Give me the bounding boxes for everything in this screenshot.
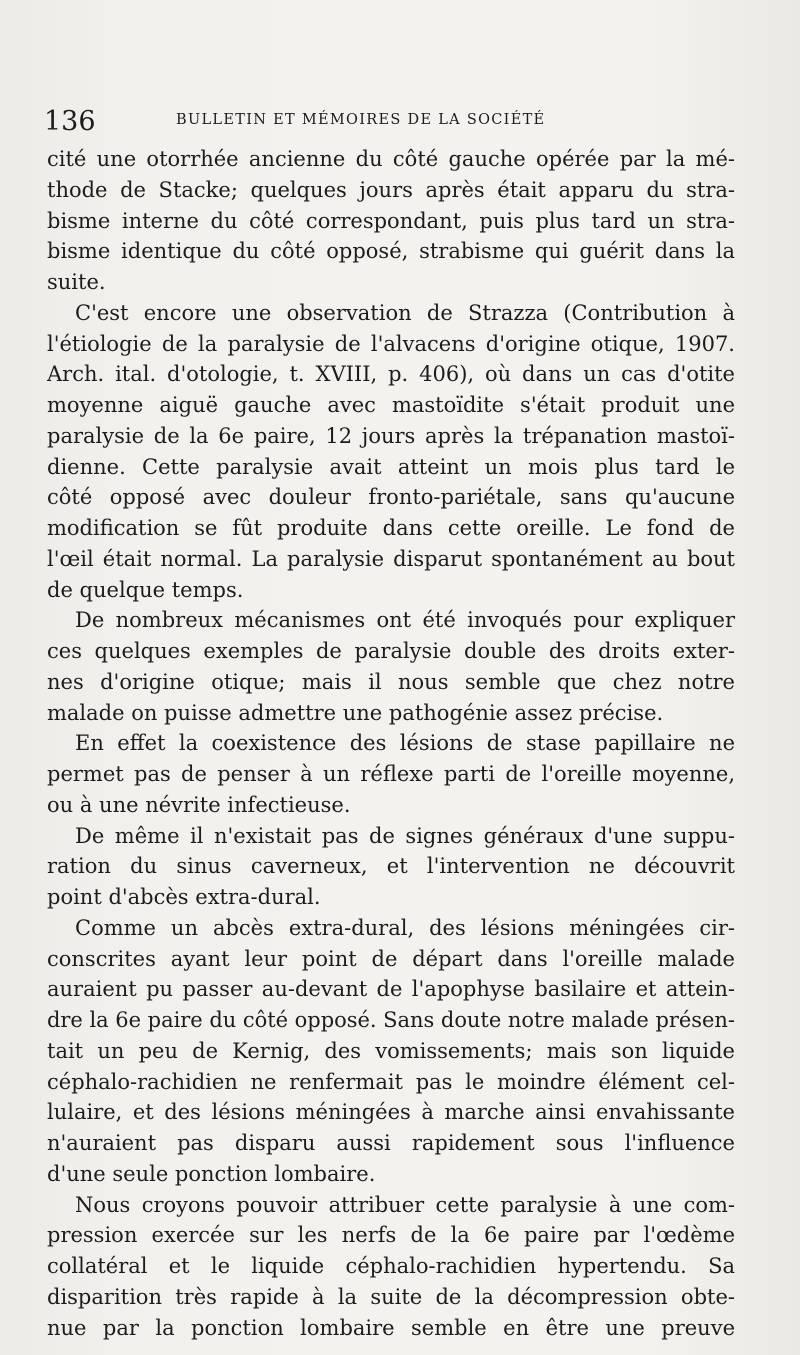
- text-line: n'auraient pas disparu aussi rapidement sous l'influence: [47, 1131, 735, 1155]
- text-line: collatéral et le liquide céphalo-rachidien hypertendu. Sa: [47, 1254, 735, 1278]
- text-line: l'étiologie de la paralysie de l'alvacens d'origine otique, 1907.: [47, 331, 735, 356]
- text-line: d'une seule ponction lombaire.: [47, 1161, 376, 1186]
- text-line: bisme identique du côté opposé, strabisme qui guérit dans la: [47, 239, 735, 264]
- text-line: auraient pu passer au-devant de l'apophyse basilaire et attein-: [47, 977, 735, 1002]
- running-head-title: BULLETIN ET MÉMOIRES DE LA SOCIÉTÉ: [176, 112, 546, 128]
- text-line: disparition très rapide à la suite de la décompression obte-: [47, 1284, 735, 1309]
- text-line: lulaire, et des lésions méningées à marche ainsi envahissante: [47, 1100, 735, 1125]
- text-line: malade on puisse admettre une pathogénie assez précise.: [47, 700, 664, 725]
- text-line: C'est encore une observation de Strazza (Contribution à: [75, 300, 735, 325]
- text-line: En effet la coexistence des lésions de stase papillaire ne: [75, 731, 735, 756]
- text-line: cité une otorrhée ancienne du côté gauche opérée par la mé-: [47, 147, 735, 171]
- text-line: modification se fût produite dans cette oreille. Le fond de: [47, 516, 735, 540]
- page-number: 136: [44, 106, 96, 137]
- text-line: bisme interne du côté correspondant, puis plus tard un stra-: [47, 208, 735, 233]
- text-line: permet pas de penser à un réflexe parti de l'oreille moyenne,: [47, 762, 735, 786]
- text-line: dre la 6e paire du côté opposé. Sans doute notre malade présen-: [47, 1008, 735, 1032]
- text-line: côté opposé avec douleur fronto-pariétale, sans qu'aucune: [47, 485, 735, 510]
- body-text: [47, 144, 735, 1343]
- text-line: nue par la ponction lombaire semble en être une preuve: [47, 1315, 735, 1340]
- text-line: de quelque temps.: [47, 577, 244, 602]
- text-line: ou à une névrite infectieuse.: [47, 792, 351, 817]
- text-line: paralysie de la 6e paire, 12 jours après la trépanation mastoï-: [47, 423, 735, 448]
- text-line: moyenne aiguë gauche avec mastoïdite s'était produit une: [47, 393, 735, 417]
- text-line: suite.: [47, 270, 106, 294]
- text-line: point d'abcès extra-dural.: [47, 885, 321, 909]
- text-line: tait un peu de Kernig, des vomissements; mais son liquide: [47, 1038, 735, 1063]
- text-line: Comme un abcès extra-dural, des lésions méningées cir-: [75, 915, 735, 940]
- text-line: Nous croyons pouvoir attribuer cette paralysie à une com-: [75, 1192, 735, 1217]
- text-line: dienne. Cette paralysie avait atteint un mois plus tard le: [47, 454, 735, 479]
- text-line: Arch. ital. d'otologie, t. XVIII, p. 406), où dans un cas d'otite: [47, 362, 735, 387]
- text-line: l'œil était normal. La paralysie disparut spontanément au bout: [47, 546, 735, 571]
- text-line: ration du sinus caverneux, et l'intervention ne découvrit: [47, 854, 735, 879]
- text-line: conscrites ayant leur point de départ dans l'oreille malade: [47, 946, 735, 971]
- text-line: De même il n'existait pas de signes généraux d'une suppu-: [75, 823, 735, 848]
- running-head: [40, 102, 740, 142]
- text-line: thode de Stacke; quelques jours après était apparu du stra-: [47, 177, 735, 202]
- text-line: De nombreux mécanismes ont été invoqués pour expliquer: [75, 608, 735, 633]
- text-line: céphalo-rachidien ne renfermait pas le moindre élément cel-: [47, 1069, 735, 1094]
- text-line: ces quelques exemples de paralysie double des droits exter-: [47, 639, 735, 663]
- text-line: nes d'origine otique; mais il nous semble que chez notre: [47, 669, 735, 694]
- text-line: pression exercée sur les nerfs de la 6e paire par l'œdème: [47, 1223, 735, 1248]
